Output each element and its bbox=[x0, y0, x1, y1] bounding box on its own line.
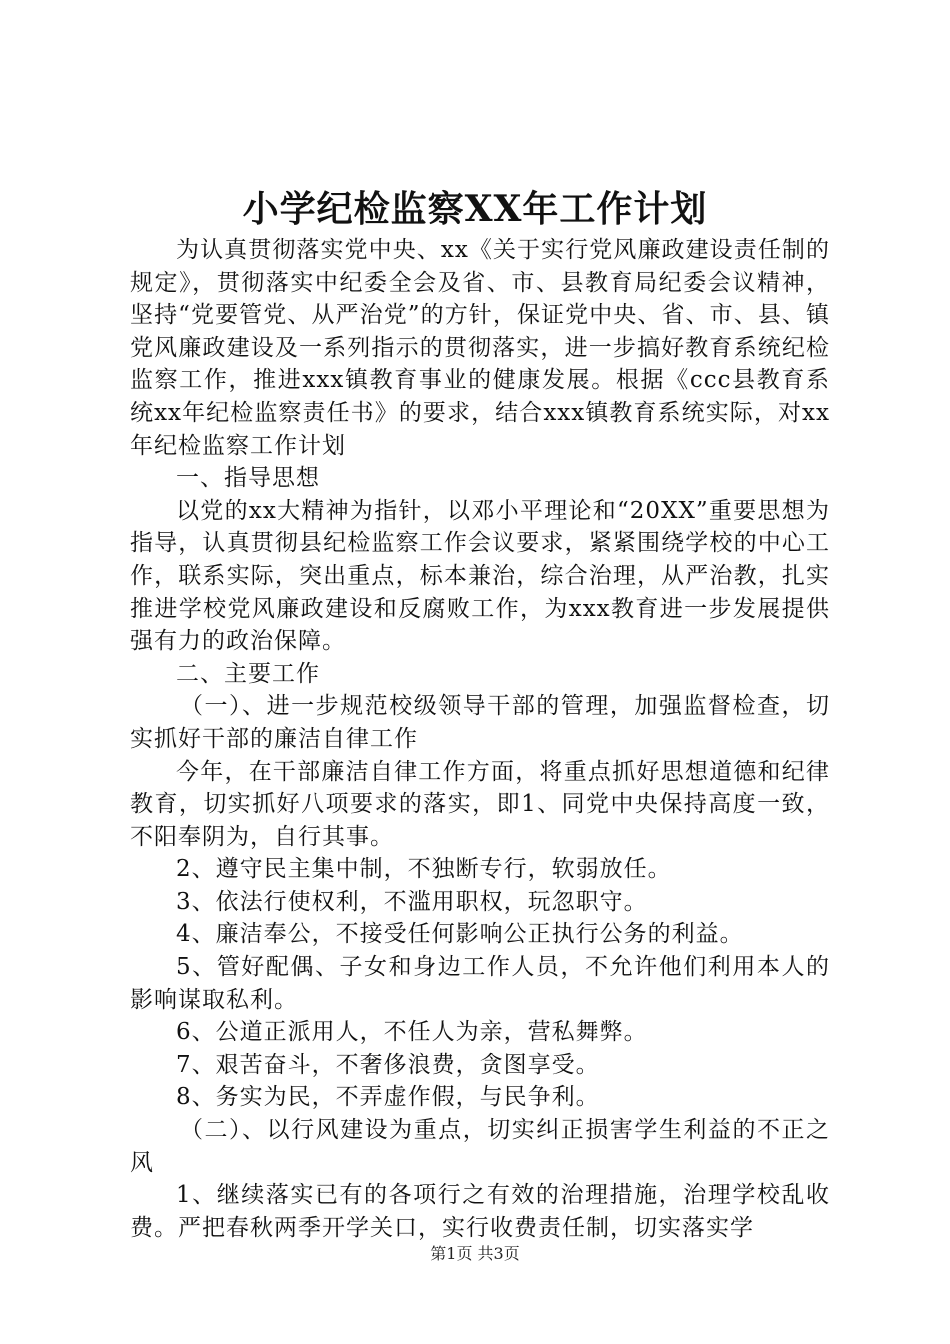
guiding-ideology-paragraph: 以党的xx大精神为指针，以邓小平理论和“20XX”重要思想为指导，认真贯彻县纪检监察工作会议要求，紧紧围绕学校的中心工作，联系实际，突出重点，标本兼治，综合治理，从严治教，扎实推进学校党风廉政建设和反腐败工作，为xxx教育进一步发展提供强有力的政治保障。 bbox=[130, 497, 830, 655]
work-paragraph: 1、继续落实已有的各项行之有效的治理措施，治理学校乱收费。严把春秋两季开学关口，实行收费责任制，切实落实学 bbox=[130, 1182, 830, 1241]
section-heading-main-work: 二、主要工作 bbox=[176, 660, 320, 687]
document-body bbox=[130, 234, 830, 1244]
subsection-heading-1: （一）、进一步规范校级领导干部的管理，加强监督检查，切实抓好干部的廉洁自律工作 bbox=[130, 693, 830, 752]
list-item: 4、廉洁奉公，不接受任何影响公正执行公务的利益。 bbox=[176, 921, 744, 948]
list-item: 6、公道正派用人，不任人为亲，营私舞弊。 bbox=[176, 1019, 648, 1046]
list-item: 7、艰苦奋斗，不奢侈浪费，贪图享受。 bbox=[176, 1051, 600, 1078]
section-heading-guiding-ideology: 一、指导思想 bbox=[176, 465, 320, 492]
intro-paragraph: 为认真贯彻落实党中央、xx《关于实行党风廉政建设责任制的规定》，贯彻落实中纪委全会及省、市、县教育局纪委会议精神，坚持“党要管党、从严治党”的方针，保证党中央、省、市、县、镇党风廉政建设及一系列指示的贯彻落实，进一步搞好教育系统纪检监察工作，推进xxx镇教育事业的健康发展。根据《ccc县教育系统xx年纪检监察责任书》的要求，结合xxx镇教育系统实际，对xx年纪检监察工作计划 bbox=[130, 237, 830, 459]
subsection-heading-2: （二）、以行风建设为重点，切实纠正损害学生利益的不正之风 bbox=[130, 1117, 830, 1176]
list-item: 2、遵守民主集中制，不独断专行，软弱放任。 bbox=[176, 856, 672, 883]
work-paragraph: 今年，在干部廉洁自律工作方面，将重点抓好思想道德和纪律教育，切实抓好八项要求的落实，即1、同党中央保持高度一致，不阳奉阴为，自行其事。 bbox=[130, 758, 830, 850]
document-title: 小学纪检监察XX年工作计划 bbox=[242, 188, 708, 230]
list-item: 8、务实为民，不弄虚作假，与民争利。 bbox=[176, 1084, 600, 1111]
list-item: 3、依法行使权利，不滥用职权，玩忽职守。 bbox=[176, 888, 648, 915]
page-number: 第1页 共3页 bbox=[430, 1244, 520, 1263]
list-item: 5、管好配偶、子女和身边工作人员，不允许他们利用本人的影响谋取私利。 bbox=[130, 954, 830, 1013]
